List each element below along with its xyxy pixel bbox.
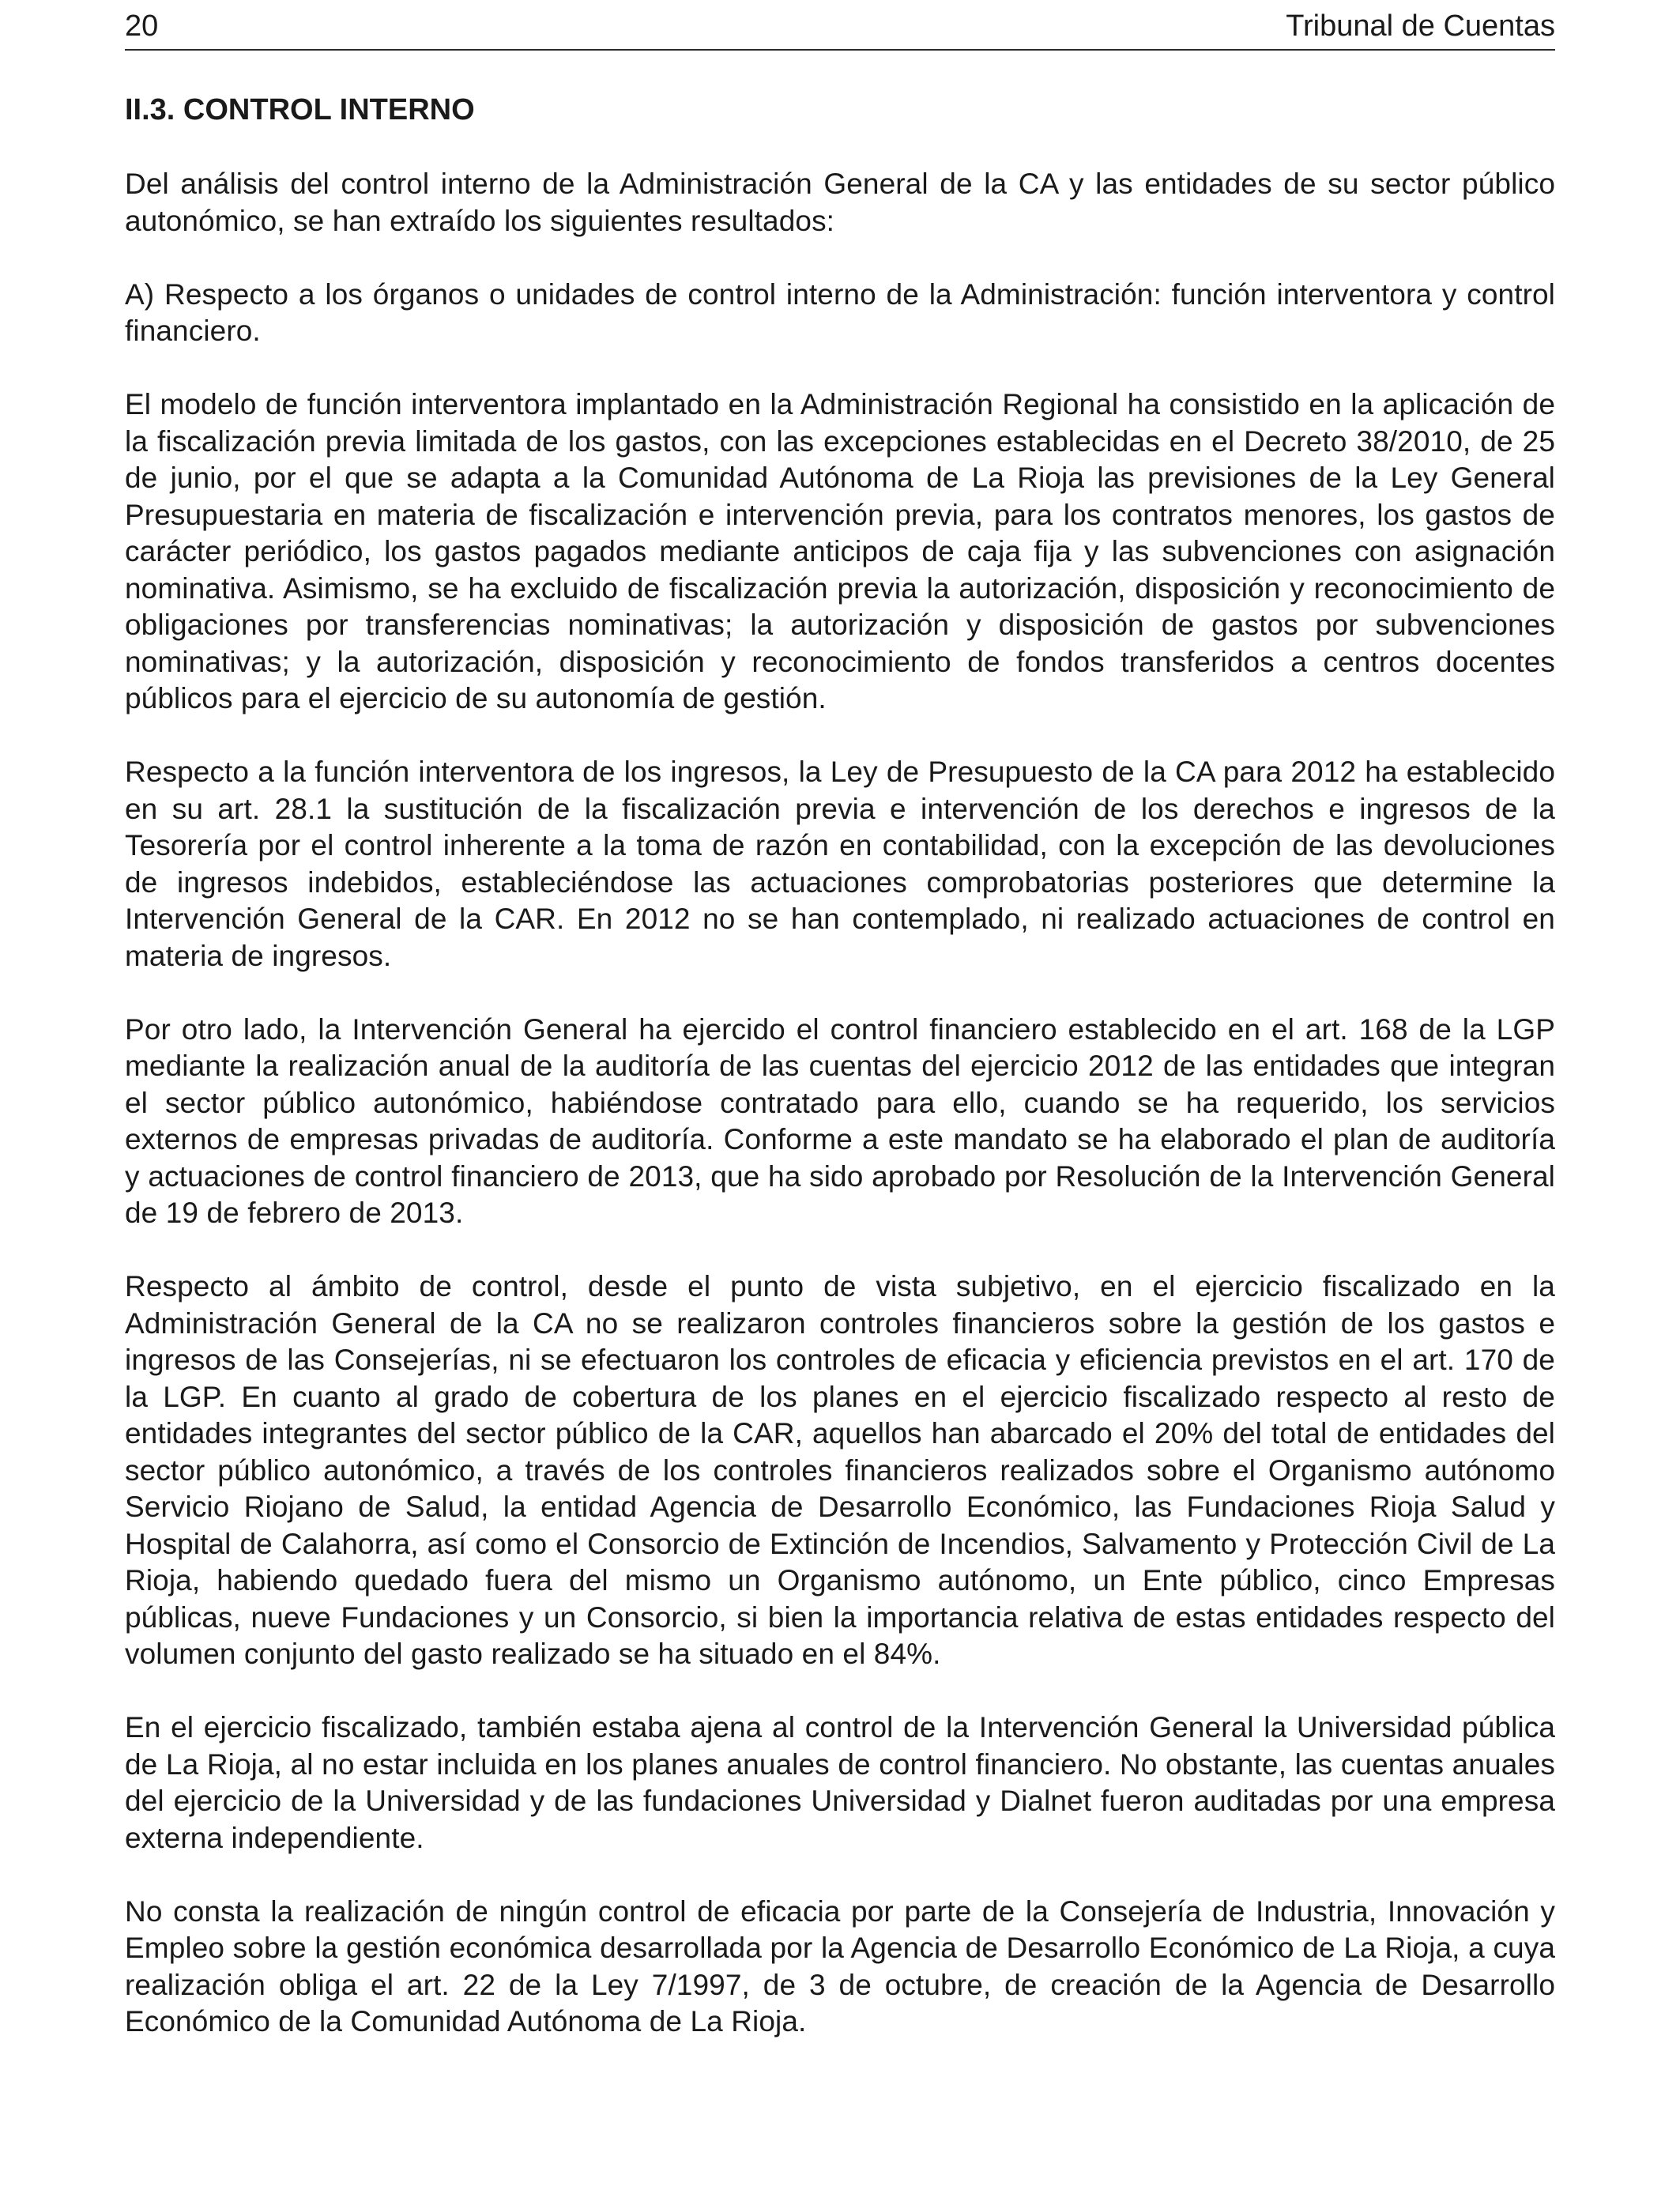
page-header [125,0,1555,51]
paragraph-control-eficacia: No consta la realización de ningún control de eficacia por parte de la Consejería de Industria, Innovación y Empleo sobre la gestión económica desarrollada por la Agencia de Desarrollo Económico de La Rioja, a cuya realización obliga el art. 22 de la Ley 7/1997, de 3 de octubre, de creación de la Agencia de Desarrollo Económico de la Comunidad Autónoma de La Rioja. [125,1894,1555,2038]
paragraph-universidad: En el ejercicio fiscalizado, también estaba ajena al control de la Intervención General la Universidad pública de La Rioja, al no estar incluida en los planes anuales de control financiero. No obstante, las cuentas anuales del ejercicio de la Universidad y de las fundaciones Universidad y Dialnet fueron auditadas por una empresa externa independiente. [125,1711,1555,1854]
paragraph-intro: Del análisis del control interno de la Administración General de la CA y las entidades de su sector público autonómico, se han extraído los siguientes resultados: [125,168,1555,237]
paragraph-modelo-funcion-interventora: El modelo de función interventora implantado en la Administración Regional ha consistido en la aplicación de la fiscalización previa limitada de los gastos, con las excepciones establecidas en el Decreto 38/2010, de 25 de junio, por el que se adapta a la Comunidad Autónoma de La Rioja las previsiones de la Ley General Presupuestaria en materia de fiscalización e intervención previa, para los contratos menores, los gastos de carácter periódico, los gastos pagados mediante anticipos de caja fija y las subvenciones con asignación nominativa. Asimismo, se ha excluido de fiscalización previa la autorización, disposición y reconocimiento de obligaciones por transferencias nominativas; la autorización y disposición de gastos por subvenciones nominativas; y la autorización, disposición y reconocimiento de fondos transferidos a centros docentes públicos para el ejercicio de su autonomía de gestión. [125,388,1555,714]
paragraph-ambito-control: Respecto al ámbito de control, desde el punto de vista subjetivo, en el ejercicio fiscalizado en la Administración General de la CA no se realizaron controles financieros sobre la gestión de los gastos e ingresos de las Consejerías, ni se efectuaron los controles de eficacia y eficiencia previstos en el art. 170 de la LGP. En cuanto al grado de cobertura de los planes en el ejercicio fiscalizado respecto al resto de entidades integrantes del sector público de la CAR, aquellos han abarcado el 20% del total de entidades del sector público autonómico, a través de los controles financieros realizados sobre el Organismo autónomo Servicio Riojano de Salud, la entidad Agencia de Desarrollo Económico, las Fundaciones Rioja Salud y Hospital de Calahorra, así como el Consorcio de Extinción de Incendios, Salvamento y Protección Civil de La Rioja, habiendo quedado fuera del mismo un Organismo autónomo, un Ente público, cinco Empresas públicas, nueve Fundaciones y un Consorcio, si bien la importancia relativa de estas entidades respecto del volumen conjunto del gasto realizado se ha situado en el 84%. [125,1270,1555,1670]
paragraph-subheading-a: A) Respecto a los órganos o unidades de control interno de la Administración: función interventora y control financiero. [125,277,1555,347]
document-page [125,0,1555,2077]
paragraph-ingresos: Respecto a la función interventora de los ingresos, la Ley de Presupuesto de la CA para 2012 ha establecido en su art. 28.1 la sustitución de la fiscalización previa e intervención de los derechos e ingresos de la Tesorería por el control inherente a la toma de razón en contabilidad, con la excepción de las devoluciones de ingresos indebidos, estableciéndose las actuaciones comprobatorias posteriores que determine la Intervención General de la CAR. En 2012 no se han contemplado, ni realizado actuaciones de control en materia de ingresos. [125,756,1555,972]
section-heading: II.3. CONTROL INTERNO [125,93,475,126]
body-text [125,166,1555,2041]
running-title: Tribunal de Cuentas [1286,9,1555,43]
paragraph-control-financiero: Por otro lado, la Intervención General ha ejercido el control financiero establecido en el art. 168 de la LGP mediante la realización anual de la auditoría de las cuentas del ejercicio 2012 de las entidades que integran el sector público autonómico, habiéndose contratado para ello, cuando se ha requerido, los servicios externos de empresas privadas de auditoría. Conforme a este mandato se ha elaborado el plan de auditoría y actuaciones de control financiero de 2013, que ha sido aprobado por Resolución de la Intervención General de 19 de febrero de 2013. [125,1012,1555,1229]
page-number: 20 [125,9,159,43]
